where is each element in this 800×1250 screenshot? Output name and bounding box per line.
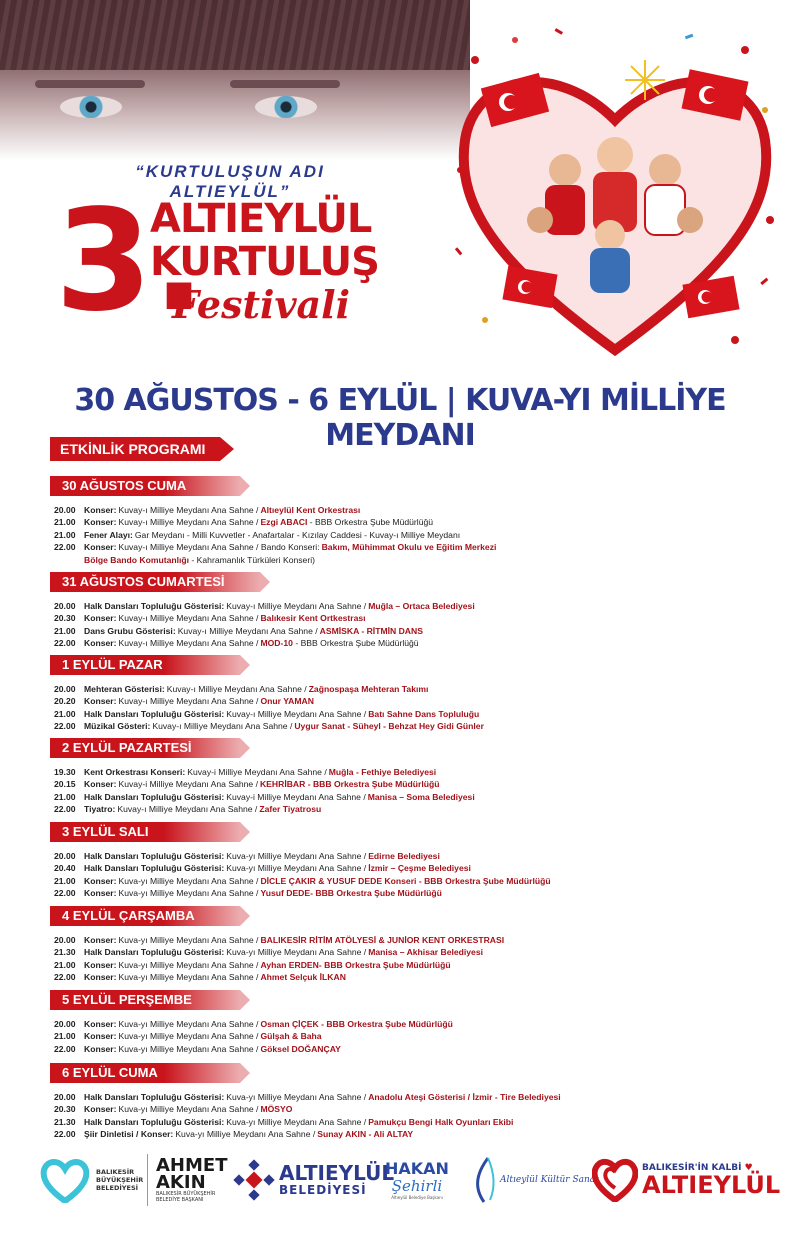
day-title: 31 AĞUSTOS CUMARTESİ	[50, 572, 260, 592]
event-time: 22.00	[54, 721, 76, 732]
event-row	[54, 683, 750, 695]
event-kind: Konser:	[84, 638, 117, 649]
event-act: Manisa – Akhisar Belediyesi	[368, 947, 484, 958]
event-row	[54, 504, 750, 516]
event-detail: Kuvay-ı Milliye Meydanı Ana Sahne /	[177, 625, 318, 636]
event-list	[50, 1091, 750, 1141]
event-row	[54, 875, 750, 887]
event-act: Balıkesir Kent Ortkestrası	[260, 613, 366, 624]
title-line-1: ALTIEYLÜL	[150, 196, 372, 242]
hero-banner	[0, 0, 800, 372]
event-time: 20.00	[54, 935, 76, 945]
mayor-akin-logo	[147, 1154, 227, 1206]
event-act: İzmir – Çeşme Belediyesi	[368, 863, 471, 874]
event-kind: Konser:	[84, 1019, 117, 1029]
event-kind: Konser:	[84, 935, 117, 945]
day-block	[50, 655, 750, 733]
kultur-sanat-label: Altıeylül Kültür Sanat	[500, 1175, 599, 1185]
day-title: 2 EYLÜL PAZARTESİ	[50, 738, 240, 758]
event-row	[54, 1018, 750, 1030]
eye-right	[255, 96, 317, 118]
event-detail: Kuva-yı Milliye Meydanı Ana Sahne /	[118, 1031, 259, 1042]
event-detail: Kuva-yı Milliye Meydanı Ana Sahne /	[118, 1043, 259, 1054]
day-title: 30 AĞUSTOS CUMA	[50, 476, 240, 496]
altieylul-name: ALTIEYLÜL	[279, 1161, 395, 1185]
event-kind: Mehteran Gösterisi:	[84, 684, 165, 694]
tagline: “KURTULUŞUN ADI ALTIEYLÜL”	[135, 162, 325, 201]
kalbi-name: ALTIEYLÜL	[642, 1171, 781, 1199]
event-kind: Halk Dansları Topluluğu Gösterisi:	[84, 708, 225, 719]
event-kind: Konser:	[84, 888, 117, 899]
event-detail: Kuva-yı Milliye Meydanı Ana Sahne /	[118, 888, 259, 899]
event-detail: Kuva-yı Milliye Meydanı Ana Sahne /	[175, 1129, 316, 1140]
event-act: ASMİSKA - RİTMİN DANS	[319, 625, 423, 636]
event-act: Ahmet Selçuk İLKAN	[260, 972, 346, 983]
event-kind: Halk Dansları Topluluğu Gösterisi:	[84, 863, 225, 874]
event-act: Edirne Belediyesi	[368, 851, 440, 861]
ataturk-portrait	[0, 0, 470, 160]
event-kind: Halk Dansları Topluluğu Gösterisi:	[84, 1092, 225, 1102]
event-act: Altıeylül Kent Orkestrası	[260, 505, 361, 515]
event-act: Onur YAMAN	[260, 696, 314, 707]
event-detail: Kuvay-ı Milliye Meydanı Ana Sahne /	[118, 517, 259, 528]
event-kind: Dans Grubu Gösterisi:	[84, 625, 176, 636]
event-act: KEHRİBAR - BBB Orkestra Şube Müdürlüğü	[259, 779, 440, 790]
event-time: 21.30	[54, 1116, 76, 1127]
edition-number: 3.	[55, 180, 206, 343]
mayor-last-name: AKIN	[156, 1172, 206, 1193]
event-time: 22.00	[54, 1129, 76, 1140]
event-row	[54, 850, 750, 862]
event-time: 22.00	[54, 972, 76, 983]
event-act: Ezgi ABACI	[260, 517, 308, 528]
event-list	[50, 504, 750, 566]
event-detail: Kuvay-ı Milliye Meydanı Ana Sahne /	[226, 708, 367, 719]
event-time: 20.40	[54, 863, 76, 874]
event-time: 22.00	[54, 1043, 76, 1054]
event-act: Muğla – Ortaca Belediyesi	[368, 601, 475, 611]
event-act: Ayhan ERDEN- BBB Orkestra Şube Müdürlüğü	[260, 959, 451, 970]
event-kind: Konser:	[84, 542, 117, 553]
event-row	[54, 516, 750, 528]
event-extra: - BBB Orkestra Şube Müdürlüğü	[309, 517, 434, 528]
event-time: 20.30	[54, 613, 76, 624]
event-row	[54, 625, 750, 637]
event-act: Sunay AKIN - Ali ALTAY	[317, 1129, 414, 1140]
event-time: 20.00	[54, 601, 76, 611]
event-act: Göksel DOĞANÇAY	[260, 1043, 341, 1054]
event-act: Osman ÇİÇEK - BBB Orkestra Şube Müdürlüğü	[260, 1019, 453, 1029]
title-line-2: KURTULUŞ	[150, 239, 379, 285]
event-kind: Halk Dansları Topluluğu Gösterisi:	[84, 1116, 225, 1127]
event-detail: Kuva-yı Milliye Meydanı Ana Sahne /	[118, 972, 259, 983]
event-detail: Kuva-yı Milliye Meydanı Ana Sahne /	[226, 1116, 367, 1127]
date-venue-line: 30 AĞUSTOS - 6 EYLÜL | KUVA-YI MİLLİYE MEYDANI	[74, 383, 726, 453]
kultur-sanat-swoosh-icon	[470, 1156, 500, 1204]
eye-left	[60, 96, 122, 118]
day-block	[50, 822, 750, 900]
day-block	[50, 990, 750, 1055]
event-detail: Kuva-yı Milliye Meydanı Ana Sahne /	[226, 947, 367, 958]
event-kind: Müzikal Gösteri:	[84, 721, 151, 732]
event-detail: Kuvay-i Milliye Meydanı Ana Sahne /	[226, 791, 366, 802]
event-kind: Halk Dansları Topluluğu Gösterisi:	[84, 601, 225, 611]
sponsor-logos	[0, 1140, 800, 1220]
celebration-heart-illustration	[445, 20, 785, 365]
day-title: 1 EYLÜL PAZAR	[50, 655, 240, 675]
event-extra: - BBB Orkestra Şube Müdürlüğü	[295, 638, 419, 649]
event-kind: Fener Alayı:	[84, 529, 133, 540]
event-row	[54, 1128, 750, 1140]
event-list	[50, 766, 750, 816]
event-time: 21.00	[54, 959, 76, 970]
day-block	[50, 572, 750, 650]
kalbi-heart-icon	[592, 1158, 638, 1202]
day-title: 5 EYLÜL PERŞEMBE	[50, 990, 240, 1010]
event-detail: Kuvay-ı Milliye Meydanı Ana Sahne /	[118, 638, 259, 649]
event-row	[54, 637, 750, 649]
event-row	[54, 600, 750, 612]
event-time: 19.30	[54, 767, 76, 777]
event-act: Zağnospaşa Mehteran Takımı	[308, 684, 429, 694]
event-list	[50, 600, 750, 650]
event-row	[54, 529, 750, 541]
event-list	[50, 683, 750, 733]
event-detail: Kuvay-ı Milliye Meydanı Ana Sahne /	[118, 696, 259, 707]
event-row	[54, 934, 750, 946]
event-row	[54, 612, 750, 624]
mayor-title: BALIKESİR BÜYÜKŞEHİR BELEDİYE BAŞKANI	[156, 1191, 216, 1203]
event-time: 21.00	[54, 875, 76, 886]
event-detail: Kuvay-i Milliye Meydanı Ana Sahne /	[118, 779, 258, 790]
event-detail: Kuvay-ı Milliye Meydanı Ana Sahne /	[118, 505, 259, 515]
event-kind: Halk Dansları Topluluğu Gösterisi:	[84, 791, 225, 802]
event-extra: - Kahramanlık Türküleri Konseri)	[191, 554, 315, 565]
event-row	[54, 971, 750, 983]
event-kind: Konser:	[84, 505, 117, 515]
event-act: Bakım, Mühimmat Okulu ve Eğitim Merkezi Bölge Bando Komutanlığı	[84, 542, 497, 565]
hakan-sehirli-logo	[385, 1154, 449, 1206]
event-time: 22.00	[54, 542, 76, 553]
event-row	[54, 766, 750, 778]
altieylul-belediyesi-logo	[233, 1154, 394, 1206]
mayor-first-name: AHMET	[156, 1155, 228, 1176]
event-time: 21.00	[54, 517, 76, 528]
balikesirin-kalbi-logo	[592, 1154, 780, 1206]
event-time: 22.00	[54, 638, 76, 649]
event-kind: Konser:	[84, 959, 117, 970]
event-kind: Konser:	[84, 972, 117, 983]
event-act: DİCLE ÇAKIR & YUSUF DEDE Konseri - BBB Orkestra Şube Müdürlüğü	[260, 875, 551, 886]
event-row	[54, 803, 750, 815]
event-kind: Kent Orkestrası Konseri:	[84, 767, 186, 777]
event-detail: Kuva-yı Milliye Meydanı Ana Sahne /	[226, 863, 367, 874]
event-detail: Kuva-yı Milliye Meydanı Ana Sahne /	[118, 1019, 259, 1029]
kalbi-tagline: BALIKESİR'İN KALBİ ♥	[642, 1163, 753, 1173]
hakan-label: HAKAN	[385, 1158, 449, 1178]
event-act: MÖSYO	[260, 1104, 293, 1115]
event-detail: Kuva-yı Milliye Meydanı Ana Sahne /	[226, 1092, 367, 1102]
event-detail: Kuva-yı Milliye Meydanı Ana Sahne /	[118, 935, 259, 945]
event-detail: Kuvay-i Milliye Meydanı Ana Sahne /	[187, 767, 327, 777]
event-detail: Kuva-yı Milliye Meydanı Ana Sahne /	[118, 1104, 259, 1115]
event-act: Muğla - Fethiye Belediyesi	[328, 767, 437, 777]
event-row	[54, 887, 750, 899]
event-detail: Kuvay-ı Milliye Meydanı Ana Sahne /	[118, 613, 259, 624]
day-title: 3 EYLÜL SALI	[50, 822, 240, 842]
event-time: 20.15	[54, 779, 76, 790]
belediyesi-label: BELEDİYESİ	[279, 1183, 367, 1197]
event-kind: Şiir Dinletisi / Konser:	[84, 1129, 174, 1140]
event-act: Batı Sahne Dans Topluluğu	[368, 708, 480, 719]
event-time: 20.00	[54, 684, 76, 694]
event-row	[54, 1043, 750, 1055]
event-time: 20.00	[54, 1019, 76, 1029]
event-row	[54, 1116, 750, 1128]
event-row	[54, 946, 750, 958]
event-act: Pamukçu Bengi Halk Oyunları Ekibi	[368, 1116, 514, 1127]
event-row	[54, 1030, 750, 1042]
day-block	[50, 906, 750, 984]
event-time: 20.00	[54, 851, 76, 861]
kalpak-hat	[0, 0, 470, 70]
day-block	[50, 738, 750, 816]
event-act: BALIKESİR RİTİM ATÖLYESİ & JUNİOR KENT ORKESTRASI	[260, 935, 505, 945]
event-time: 21.00	[54, 529, 76, 540]
event-kind: Konser:	[84, 1104, 117, 1115]
event-kind: Konser:	[84, 517, 117, 528]
event-act: Manisa – Soma Belediyesi	[367, 791, 475, 802]
event-time: 21.00	[54, 625, 76, 636]
event-row	[54, 959, 750, 971]
day-block	[50, 476, 750, 566]
event-act: Yusuf DEDE- BBB Orkestra Şube Müdürlüğü	[260, 888, 442, 899]
event-row	[54, 778, 750, 790]
event-detail: Kuva-yı Milliye Meydanı Ana Sahne /	[118, 875, 259, 886]
event-list	[50, 1018, 750, 1055]
event-kind: Konser:	[84, 613, 117, 624]
event-row	[54, 791, 750, 803]
event-time: 21.00	[54, 791, 76, 802]
event-row	[54, 695, 750, 707]
event-kind: Konser:	[84, 1031, 117, 1042]
day-title: 4 EYLÜL ÇARŞAMBA	[50, 906, 240, 926]
event-row	[54, 1091, 750, 1103]
firework-sparkle	[625, 60, 665, 100]
event-detail: Kuva-yı Milliye Meydanı Ana Sahne /	[226, 851, 367, 861]
event-time: 22.00	[54, 888, 76, 899]
event-row	[54, 720, 750, 732]
event-kind: Konser:	[84, 1043, 117, 1054]
event-time: 22.00	[54, 804, 76, 815]
event-time: 20.20	[54, 696, 76, 707]
event-list	[50, 934, 750, 984]
day-block	[50, 1063, 750, 1141]
event-kind: Halk Dansları Topluluğu Gösterisi:	[84, 851, 225, 861]
event-row	[54, 708, 750, 720]
event-time: 21.30	[54, 947, 76, 958]
event-time: 20.30	[54, 1104, 76, 1115]
event-act: Zafer Tiyatrosu	[259, 804, 322, 815]
event-time: 21.00	[54, 1031, 76, 1042]
event-detail: Kuvay-ı Milliye Meydanı Ana Sahne /	[117, 804, 258, 815]
title-script: Festivali	[172, 282, 351, 327]
event-kind: Tiyatro:	[84, 804, 116, 815]
altieylul-pattern-icon	[233, 1159, 275, 1201]
small-heart-icon: ♥	[744, 1163, 753, 1173]
kultur-sanat-logo	[470, 1154, 599, 1206]
event-row	[54, 862, 750, 874]
event-kind: Halk Dansları Topluluğu Gösterisi:	[84, 947, 225, 958]
event-time: 20.00	[54, 505, 76, 515]
event-detail: Kuvay-ı Milliye Meydanı Ana Sahne /	[152, 721, 293, 732]
sehirli-label: Şehirli	[391, 1176, 443, 1195]
event-row	[54, 541, 750, 566]
event-act: Anadolu Ateşi Gösterisi / İzmir - Tire Belediyesi	[368, 1092, 561, 1102]
event-detail: Kuva-yı Milliye Meydanı Ana Sahne /	[118, 959, 259, 970]
event-time: 20.00	[54, 1092, 76, 1102]
event-time: 21.00	[54, 708, 76, 719]
event-row	[54, 1103, 750, 1115]
event-kind: Konser:	[84, 875, 117, 886]
event-detail: Kuvay-ı Milliye Meydanı Ana Sahne /	[226, 601, 367, 611]
event-act: Gülşah & Baha	[260, 1031, 322, 1042]
event-act: Uygur Sanat - Süheyl - Behzat Hey Gidi Günler	[294, 721, 484, 732]
day-title: 6 EYLÜL CUMA	[50, 1063, 240, 1083]
event-kind: Konser:	[84, 696, 117, 707]
event-list	[50, 850, 750, 900]
event-detail: Gar Meydanı - Milli Kuvvetler - Anafartalar - Kızılay Caddesi - Kuvay-ı Milliye Meydanı	[134, 529, 461, 540]
event-detail: Kuvay-ı Milliye Meydanı Ana Sahne / Bando Konseri:	[118, 542, 320, 553]
buyuksehir-name: BALIKESİR BÜYÜKŞEHİR BELEDİYESİ	[96, 1168, 144, 1192]
buyuksehir-heart-icon	[40, 1157, 90, 1203]
event-act: MOD-10	[260, 638, 293, 649]
event-kind: Konser:	[84, 779, 117, 790]
program-header: ETKİNLİK PROGRAMI	[50, 437, 220, 461]
event-detail: Kuvay-ı Milliye Meydanı Ana Sahne /	[166, 684, 307, 694]
hakan-subtitle: Altıeylül Belediye Başkanı	[391, 1194, 443, 1200]
